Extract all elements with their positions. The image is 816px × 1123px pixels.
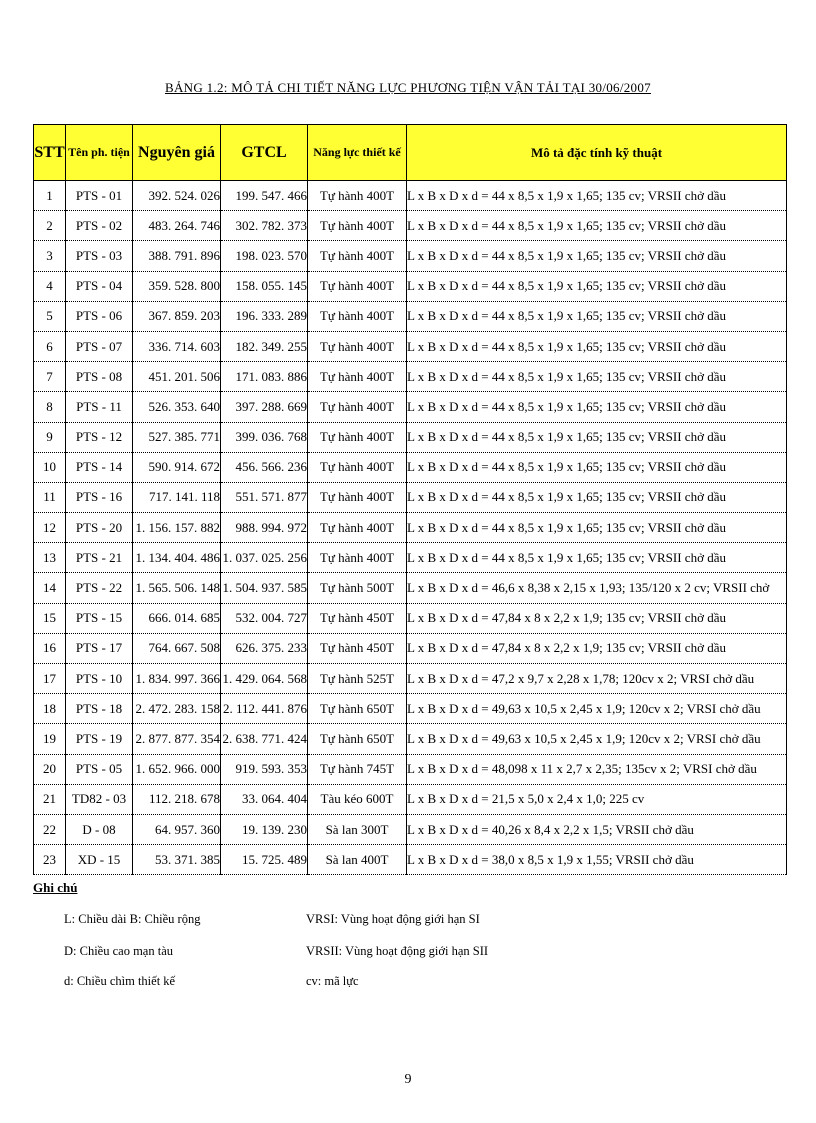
cell-vehicle-name: PTS - 21 (66, 543, 133, 573)
table-row (34, 241, 787, 271)
cell-vehicle-name: PTS - 03 (66, 241, 133, 271)
cell-technical-description: L x B x D x d = 38,0 x 8,5 x 1,9 x 1,55; VRSII chở dầu (407, 845, 787, 875)
cell-remaining-value: 302. 782. 373 (221, 211, 308, 241)
cell-original-cost: 1. 156. 157. 882 (133, 513, 221, 543)
table-row (34, 603, 787, 633)
cell-stt: 23 (34, 845, 66, 875)
cell-technical-description: L x B x D x d = 49,63 x 10,5 x 2,45 x 1,9; 120cv x 2; VRSI chở dầu (407, 724, 787, 754)
cell-stt: 14 (34, 573, 66, 603)
header-original-cost: Nguyên giá (133, 125, 221, 181)
header-design-capacity: Năng lực thiết kế (308, 125, 407, 181)
cell-design-capacity: Tự hành 400T (308, 181, 407, 211)
cell-remaining-value: 199. 547. 466 (221, 181, 308, 211)
cell-vehicle-name: PTS - 07 (66, 331, 133, 361)
cell-vehicle-name: PTS - 16 (66, 482, 133, 512)
table-title: BẢNG 1.2: MÔ TẢ CHI TIẾT NĂNG LỰC PHƯƠNG TIỆN VẬN TẢI TẠI 30/06/2007 (165, 80, 651, 95)
cell-technical-description: L x B x D x d = 44 x 8,5 x 1,9 x 1,65; 135 cv; VRSII chở dầu (407, 513, 787, 543)
note-item: VRSI: Vùng hoạt động giới hạn SI (306, 912, 480, 926)
cell-original-cost: 526. 353. 640 (133, 392, 221, 422)
cell-vehicle-name: PTS - 12 (66, 422, 133, 452)
cell-technical-description: L x B x D x d = 44 x 8,5 x 1,9 x 1,65; 135 cv; VRSII chở dầu (407, 241, 787, 271)
cell-design-capacity: Tự hành 400T (308, 271, 407, 301)
cell-vehicle-name: PTS - 10 (66, 664, 133, 694)
cell-stt: 22 (34, 814, 66, 844)
cell-remaining-value: 198. 023. 570 (221, 241, 308, 271)
cell-stt: 12 (34, 513, 66, 543)
cell-design-capacity: Tự hành 400T (308, 211, 407, 241)
cell-remaining-value: 2. 638. 771. 424 (221, 724, 308, 754)
cell-remaining-value: 1. 429. 064. 568 (221, 664, 308, 694)
note-item: VRSII: Vùng hoạt động giới hạn SII (306, 944, 489, 958)
cell-design-capacity: Tàu kéo 600T (308, 784, 407, 814)
cell-technical-description: L x B x D x d = 44 x 8,5 x 1,9 x 1,65; 135 cv; VRSII chở dầu (407, 331, 787, 361)
cell-original-cost: 367. 859. 203 (133, 301, 221, 331)
table-row (34, 513, 787, 543)
cell-remaining-value: 33. 064. 404 (221, 784, 308, 814)
cell-stt: 4 (34, 271, 66, 301)
cell-design-capacity: Tự hành 400T (308, 392, 407, 422)
cell-stt: 9 (34, 422, 66, 452)
header-stt: STT (34, 125, 66, 181)
cell-technical-description: L x B x D x d = 49,63 x 10,5 x 2,45 x 1,9; 120cv x 2; VRSI chở dầu (407, 694, 787, 724)
cell-technical-description: L x B x D x d = 44 x 8,5 x 1,9 x 1,65; 135 cv; VRSII chở dầu (407, 271, 787, 301)
cell-original-cost: 1. 134. 404. 486 (133, 543, 221, 573)
cell-stt: 19 (34, 724, 66, 754)
cell-remaining-value: 626. 375. 233 (221, 633, 308, 663)
header-technical-description: Mô tả đặc tính kỹ thuật (407, 125, 787, 181)
table-row (34, 362, 787, 392)
cell-technical-description: L x B x D x d = 47,84 x 8 x 2,2 x 1,9; 135 cv; VRSII chở dầu (407, 633, 787, 663)
cell-original-cost: 2. 472. 283. 158 (133, 694, 221, 724)
table-row (34, 784, 787, 814)
cell-technical-description: L x B x D x d = 47,84 x 8 x 2,2 x 1,9; 135 cv; VRSII chở dầu (407, 603, 787, 633)
cell-remaining-value: 1. 037. 025. 256 (221, 543, 308, 573)
cell-design-capacity: Tự hành 400T (308, 331, 407, 361)
table-row (34, 422, 787, 452)
cell-vehicle-name: PTS - 06 (66, 301, 133, 331)
cell-technical-description: L x B x D x d = 46,6 x 8,38 x 2,15 x 1,93; 135/120 x 2 cv; VRSII chở (407, 573, 787, 603)
table-row (34, 814, 787, 844)
cell-stt: 13 (34, 543, 66, 573)
cell-vehicle-name: XD - 15 (66, 845, 133, 875)
cell-remaining-value: 196. 333. 289 (221, 301, 308, 331)
cell-stt: 17 (34, 664, 66, 694)
cell-original-cost: 359. 528. 800 (133, 271, 221, 301)
cell-technical-description: L x B x D x d = 21,5 x 5,0 x 2,4 x 1,0; 225 cv (407, 784, 787, 814)
cell-technical-description: L x B x D x d = 44 x 8,5 x 1,9 x 1,65; 135 cv; VRSII chở dầu (407, 211, 787, 241)
cell-design-capacity: Tự hành 525T (308, 664, 407, 694)
cell-remaining-value: 551. 571. 877 (221, 482, 308, 512)
cell-original-cost: 392. 524. 026 (133, 181, 221, 211)
cell-stt: 7 (34, 362, 66, 392)
cell-remaining-value: 171. 083. 886 (221, 362, 308, 392)
cell-stt: 11 (34, 482, 66, 512)
cell-design-capacity: Tự hành 650T (308, 694, 407, 724)
cell-design-capacity: Tự hành 400T (308, 452, 407, 482)
cell-remaining-value: 2. 112. 441. 876 (221, 694, 308, 724)
cell-remaining-value: 399. 036. 768 (221, 422, 308, 452)
header-remaining-value: GTCL (221, 125, 308, 181)
cell-design-capacity: Sà lan 300T (308, 814, 407, 844)
vehicle-table (33, 124, 787, 875)
cell-original-cost: 527. 385. 771 (133, 422, 221, 452)
table-row (34, 211, 787, 241)
cell-original-cost: 764. 667. 508 (133, 633, 221, 663)
cell-original-cost: 451. 201. 506 (133, 362, 221, 392)
cell-stt: 18 (34, 694, 66, 724)
cell-vehicle-name: PTS - 15 (66, 603, 133, 633)
cell-technical-description: L x B x D x d = 44 x 8,5 x 1,9 x 1,65; 135 cv; VRSII chở dầu (407, 543, 787, 573)
cell-remaining-value: 1. 504. 937. 585 (221, 573, 308, 603)
cell-stt: 5 (34, 301, 66, 331)
table-row (34, 392, 787, 422)
cell-vehicle-name: PTS - 04 (66, 271, 133, 301)
cell-technical-description: L x B x D x d = 44 x 8,5 x 1,9 x 1,65; 135 cv; VRSII chở dầu (407, 482, 787, 512)
table-header-row (34, 125, 787, 181)
cell-original-cost: 2. 877. 877. 354 (133, 724, 221, 754)
cell-design-capacity: Tự hành 400T (308, 482, 407, 512)
cell-stt: 8 (34, 392, 66, 422)
cell-stt: 21 (34, 784, 66, 814)
notes-section (33, 880, 733, 896)
cell-original-cost: 388. 791. 896 (133, 241, 221, 271)
table-row (34, 573, 787, 603)
table-row (34, 664, 787, 694)
cell-technical-description: L x B x D x d = 40,26 x 8,4 x 2,2 x 1,5; VRSII chở dầu (407, 814, 787, 844)
cell-design-capacity: Tự hành 400T (308, 362, 407, 392)
cell-design-capacity: Tự hành 500T (308, 573, 407, 603)
cell-original-cost: 717. 141. 118 (133, 482, 221, 512)
cell-design-capacity: Sà lan 400T (308, 845, 407, 875)
cell-original-cost: 1. 834. 997. 366 (133, 664, 221, 694)
table-row (34, 845, 787, 875)
cell-vehicle-name: PTS - 22 (66, 573, 133, 603)
cell-stt: 3 (34, 241, 66, 271)
cell-remaining-value: 919. 593. 353 (221, 754, 308, 784)
note-item: cv: mã lực (306, 974, 359, 988)
cell-design-capacity: Tự hành 400T (308, 241, 407, 271)
note-item: d: Chiều chìm thiết kế (64, 974, 176, 988)
cell-stt: 20 (34, 754, 66, 784)
cell-original-cost: 666. 014. 685 (133, 603, 221, 633)
cell-design-capacity: Tự hành 400T (308, 422, 407, 452)
cell-remaining-value: 397. 288. 669 (221, 392, 308, 422)
cell-original-cost: 1. 652. 966. 000 (133, 754, 221, 784)
cell-original-cost: 590. 914. 672 (133, 452, 221, 482)
cell-original-cost: 483. 264. 746 (133, 211, 221, 241)
cell-vehicle-name: PTS - 02 (66, 211, 133, 241)
cell-design-capacity: Tự hành 400T (308, 543, 407, 573)
cell-original-cost: 64. 957. 360 (133, 814, 221, 844)
cell-technical-description: L x B x D x d = 44 x 8,5 x 1,9 x 1,65; 135 cv; VRSII chở dầu (407, 392, 787, 422)
cell-technical-description: L x B x D x d = 48,098 x 11 x 2,7 x 2,35; 135cv x 2; VRSI chở dầu (407, 754, 787, 784)
cell-technical-description: L x B x D x d = 44 x 8,5 x 1,9 x 1,65; 135 cv; VRSII chở dầu (407, 301, 787, 331)
cell-design-capacity: Tự hành 650T (308, 724, 407, 754)
cell-design-capacity: Tự hành 745T (308, 754, 407, 784)
cell-original-cost: 336. 714. 603 (133, 331, 221, 361)
cell-original-cost: 112. 218. 678 (133, 784, 221, 814)
cell-design-capacity: Tự hành 400T (308, 513, 407, 543)
table-row (34, 271, 787, 301)
table-row (34, 301, 787, 331)
cell-vehicle-name: PTS - 01 (66, 181, 133, 211)
cell-stt: 16 (34, 633, 66, 663)
table-row (34, 181, 787, 211)
cell-technical-description: L x B x D x d = 44 x 8,5 x 1,9 x 1,65; 135 cv; VRSII chở dầu (407, 362, 787, 392)
cell-original-cost: 1. 565. 506. 148 (133, 573, 221, 603)
note-item: D: Chiều cao mạn tàu (64, 944, 173, 958)
notes-heading: Ghi chú (33, 880, 78, 895)
cell-stt: 1 (34, 181, 66, 211)
page-number: 9 (404, 1072, 412, 1087)
cell-design-capacity: Tự hành 450T (308, 633, 407, 663)
cell-technical-description: L x B x D x d = 44 x 8,5 x 1,9 x 1,65; 135 cv; VRSII chở dầu (407, 181, 787, 211)
cell-vehicle-name: PTS - 18 (66, 694, 133, 724)
cell-remaining-value: 532. 004. 727 (221, 603, 308, 633)
table-row (34, 754, 787, 784)
cell-vehicle-name: PTS - 14 (66, 452, 133, 482)
table-row (34, 633, 787, 663)
cell-remaining-value: 158. 055. 145 (221, 271, 308, 301)
header-vehicle-name: Tên ph. tiện (66, 125, 133, 181)
cell-stt: 2 (34, 211, 66, 241)
cell-vehicle-name: PTS - 05 (66, 754, 133, 784)
table-row (34, 331, 787, 361)
cell-vehicle-name: D - 08 (66, 814, 133, 844)
cell-remaining-value: 988. 994. 972 (221, 513, 308, 543)
cell-remaining-value: 182. 349. 255 (221, 331, 308, 361)
cell-technical-description: L x B x D x d = 47,2 x 9,7 x 2,28 x 1,78; 120cv x 2; VRSI chở dầu (407, 664, 787, 694)
cell-vehicle-name: PTS - 19 (66, 724, 133, 754)
cell-technical-description: L x B x D x d = 44 x 8,5 x 1,9 x 1,65; 135 cv; VRSII chở dầu (407, 452, 787, 482)
cell-vehicle-name: PTS - 20 (66, 513, 133, 543)
cell-remaining-value: 456. 566. 236 (221, 452, 308, 482)
table-row (34, 724, 787, 754)
table-row (34, 543, 787, 573)
table-row (34, 694, 787, 724)
table-row (34, 482, 787, 512)
cell-remaining-value: 19. 139. 230 (221, 814, 308, 844)
cell-design-capacity: Tự hành 450T (308, 603, 407, 633)
cell-vehicle-name: TD82 - 03 (66, 784, 133, 814)
cell-stt: 15 (34, 603, 66, 633)
cell-stt: 10 (34, 452, 66, 482)
cell-stt: 6 (34, 331, 66, 361)
note-item: L: Chiều dài B: Chiều rộng (64, 912, 201, 926)
table-row (34, 452, 787, 482)
cell-vehicle-name: PTS - 08 (66, 362, 133, 392)
cell-technical-description: L x B x D x d = 44 x 8,5 x 1,9 x 1,65; 135 cv; VRSII chở dầu (407, 422, 787, 452)
cell-original-cost: 53. 371. 385 (133, 845, 221, 875)
cell-design-capacity: Tự hành 400T (308, 301, 407, 331)
cell-vehicle-name: PTS - 17 (66, 633, 133, 663)
cell-vehicle-name: PTS - 11 (66, 392, 133, 422)
cell-remaining-value: 15. 725. 489 (221, 845, 308, 875)
